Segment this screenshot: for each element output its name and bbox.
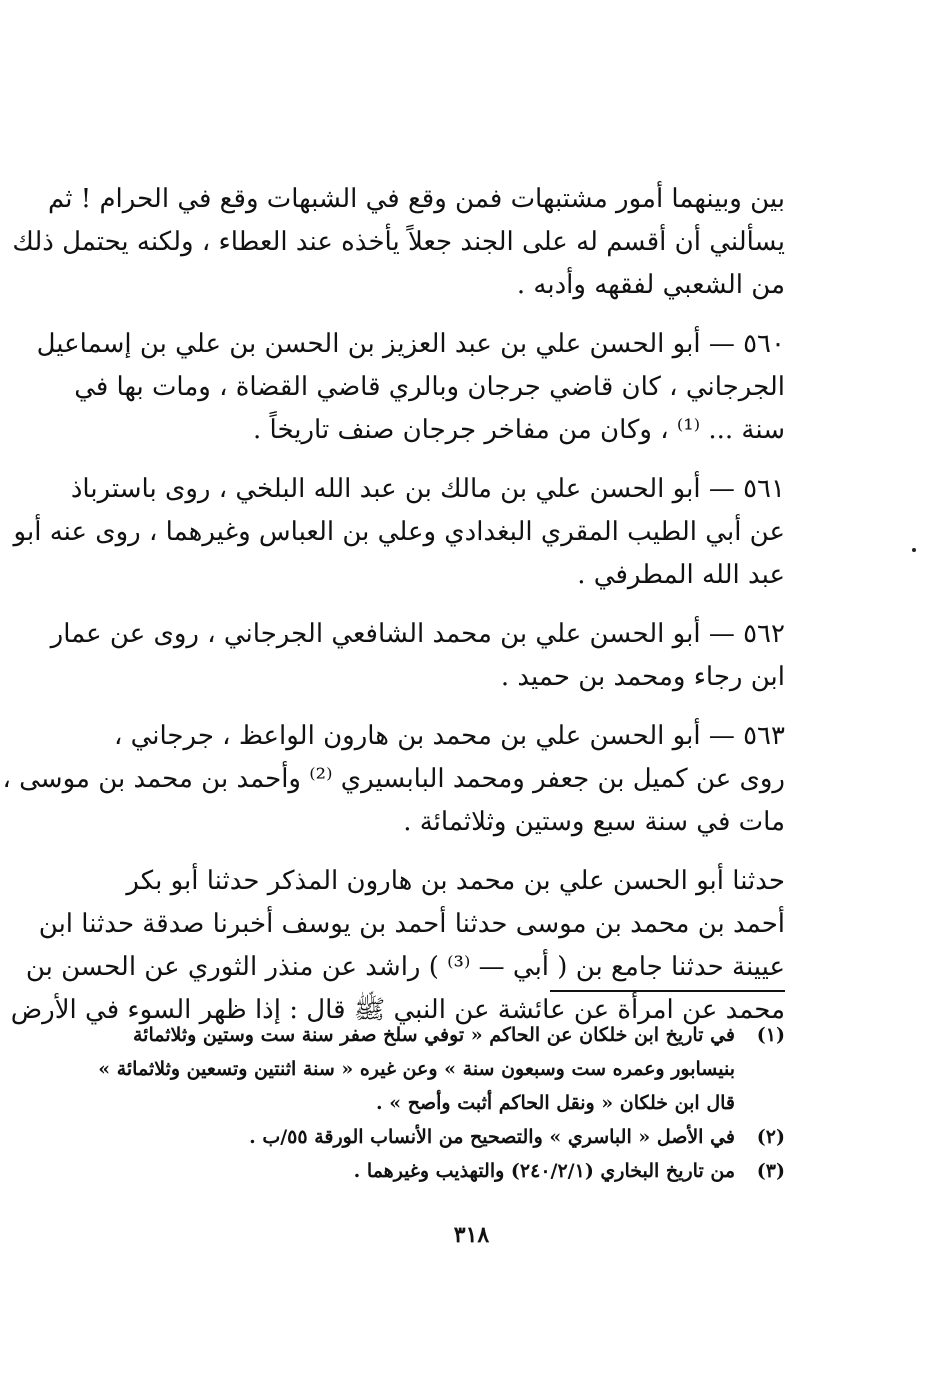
text-line: بين وبينهما أمور مشتبهات فمن وقع في الشبهات وقع في الحرام ! ثم <box>47 184 785 214</box>
footnote-number: (٢) <box>756 1126 785 1148</box>
text-line: ٥٦٢ — أبو الحسن علي بن محمد الشافعي الجرجاني ، روى عن عمار <box>50 619 785 649</box>
footnote-number: (٣) <box>756 1160 785 1182</box>
text-line: سنة ... ⁽¹⁾ ، وكان من مفاخر جرجان صنف تاريخاً . <box>253 415 785 445</box>
entry-560 <box>36 323 785 452</box>
entry-561 <box>13 468 785 597</box>
text-line: حدثنا أبو الحسن علي بن محمد بن هارون المذكر حدثنا أبو بكر <box>126 866 785 896</box>
text-line: محمد عن امرأة عن عائشة عن النبي ﷺ قال : إذا ظهر السوء في الأرض <box>10 995 785 1025</box>
text-line: ٥٦١ — أبو الحسن علي بن مالك بن عبد الله البلخي ، روى باسترباذ <box>70 474 785 504</box>
footnote-number: (١) <box>756 1024 785 1046</box>
text-line: أحمد بن محمد بن موسى حدثنا أحمد بن يوسف أخبرنا صدقة حدثنا ابن <box>38 909 785 939</box>
text-line: الجرجاني ، كان قاضي جرجان وبالري قاضي القضاة ، ومات بها في <box>74 372 785 402</box>
paragraph-continuation <box>12 178 785 307</box>
text-line: عن أبي الطيب المقري البغدادي وعلي بن العباس وغيرهما ، روى عنه أبو <box>13 517 785 547</box>
text-line: من الشعبي لفقهه وأدبه . <box>516 270 785 300</box>
text-line: روى عن كميل بن جعفر ومحمد البابسيري ⁽²⁾ وأحمد بن محمد بن موسى ، <box>2 764 785 794</box>
scan-speck <box>912 548 916 552</box>
hadith-paragraph <box>10 860 785 1032</box>
footnote-line: بنيسابور وعمره ست وسبعون سنة » وعن غيره « سنة اثنتين وتسعين وثلاثمائة » <box>98 1058 735 1080</box>
footnote-divider <box>550 990 785 992</box>
footnotes <box>98 1018 785 1188</box>
main-text <box>2 178 785 1048</box>
footnote-1 <box>98 1018 785 1120</box>
entry-562 <box>50 613 785 699</box>
text-line: مات في سنة سبع وستين وثلاثمائة . <box>403 807 785 837</box>
text-line: ٥٦٣ — أبو الحسن علي بن محمد بن هارون الواعظ ، جرجاني ، <box>113 721 785 751</box>
entry-563 <box>2 715 785 844</box>
text-line: ٥٦٠ — أبو الحسن علي بن عبد العزيز بن الحسن بن علي بن إسماعيل <box>36 329 785 359</box>
text-line: عبد الله المطرفي . <box>577 560 785 590</box>
text-line: ابن رجاء ومحمد بن حميد . <box>500 662 785 692</box>
text-line: يسألني أن أقسم له على الجند جعلاً يأخذه عند العطاء ، ولكنه يحتمل ذلك <box>12 227 785 257</box>
footnote-line: في تاريخ ابن خلكان عن الحاكم « توفي سلخ صفر سنة ست وستين وثلاثمائة <box>132 1024 735 1046</box>
footnote-3 <box>145 1154 785 1188</box>
footnote-2 <box>145 1120 785 1154</box>
footnote-line: من تاريخ البخاري (٢٤٠/٢/١) والتهذيب وغيرهما . <box>353 1160 735 1182</box>
footnote-line: في الأصل « الباسري » والتصحيح من الأنساب الورقة ٥٥/ب . <box>249 1126 735 1148</box>
text-line: عيينة حدثنا جامع بن ( أبي — ⁽³⁾ ) راشد عن منذر الثوري عن الحسن بن <box>25 952 785 982</box>
page-number: ٣١٨ <box>453 1222 490 1248</box>
footnote-line: قال ابن خلكان « ونقل الحاكم أثبت وأصح » . <box>376 1092 735 1114</box>
